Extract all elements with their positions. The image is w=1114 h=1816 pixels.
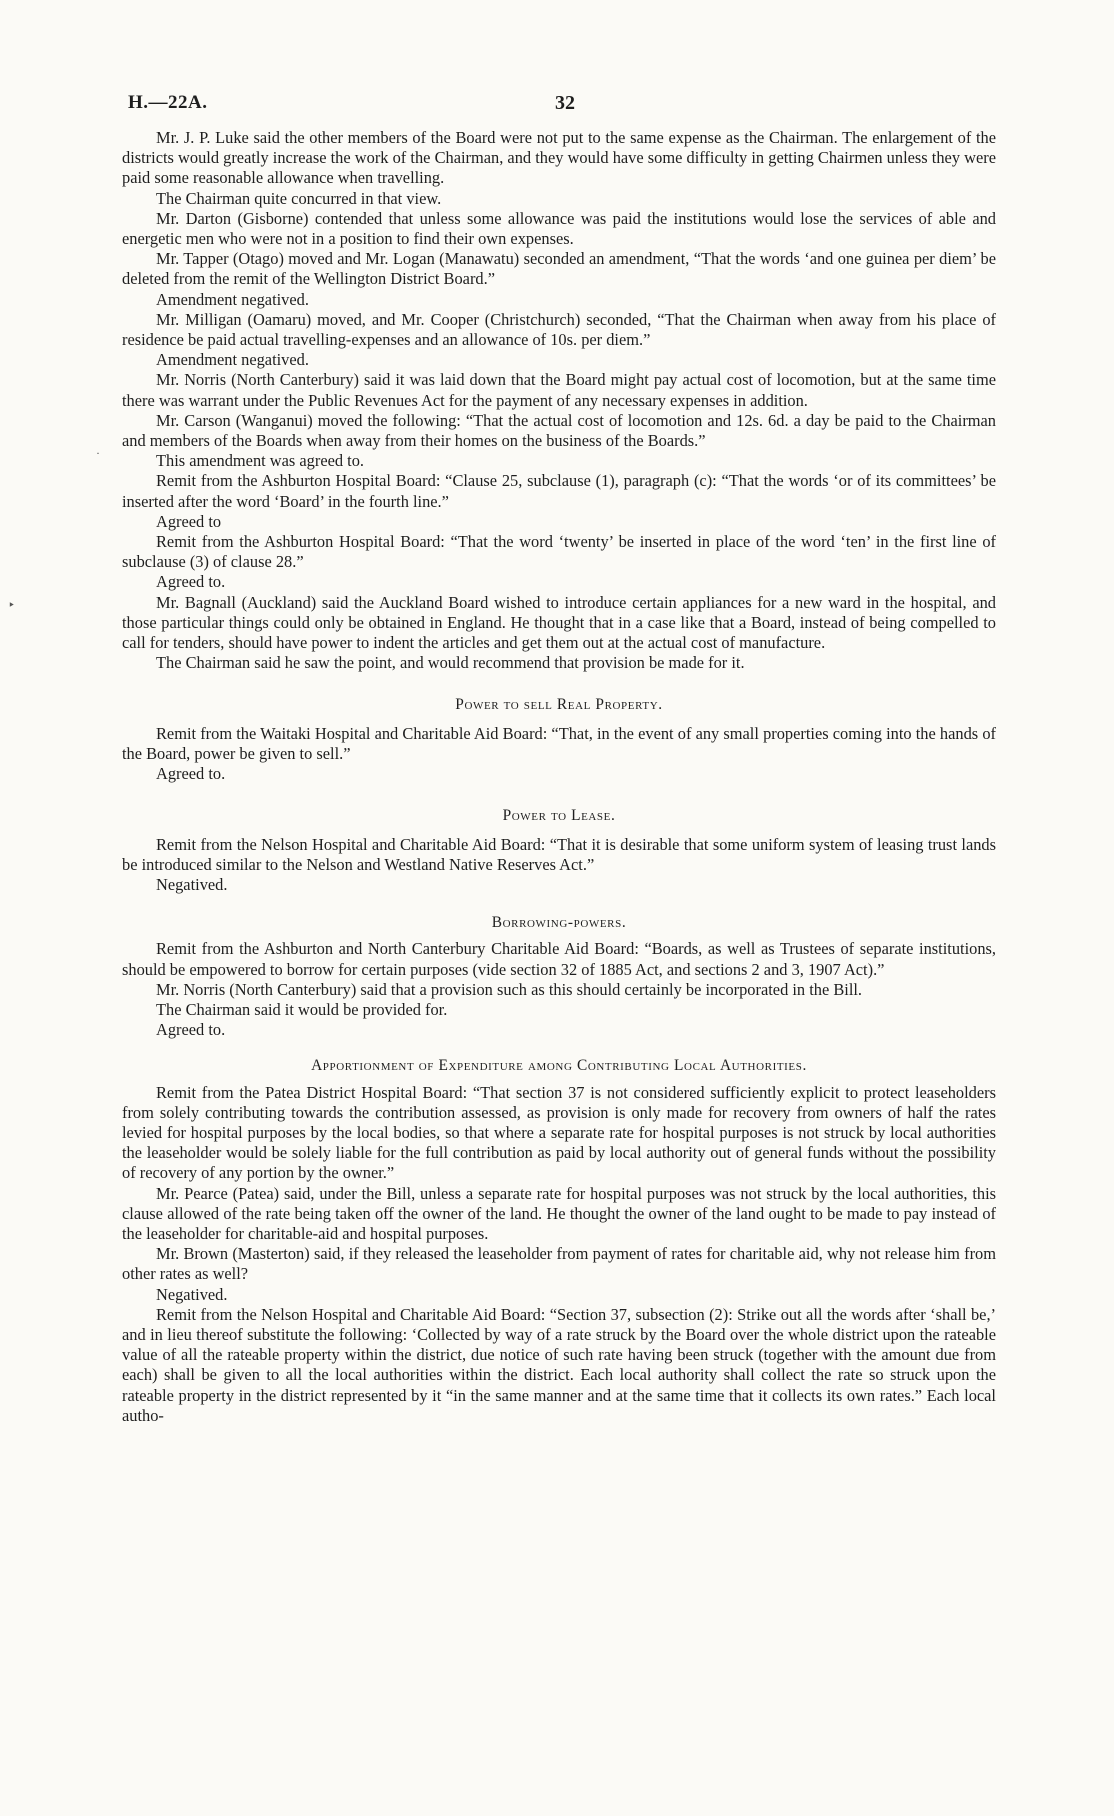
paragraph: Amendment negatived. — [156, 289, 309, 309]
paragraph: Remit from the Ashburton Hospital Board: “That the word ‘twenty’ be inserted in place of the word ‘ten’ in the first line of subclause (3) of clause 28.” — [122, 532, 996, 572]
section-heading: Power to sell Real Property. — [455, 696, 663, 714]
paragraph: Remit from the Nelson Hospital and Charitable Aid Board: “Section 37, subsection (2): Strike out all the words after ‘shall be,’ and in lieu thereof substitute the following: ‘Collected by way of a rate struck by the Board over the whole district upon the rateable value of all the rateable property within the district, due notice of such rate having been struck (together with the amount due from each) shall be given to all the local authorities within the district. Each local authority shall collect the rate so struck upon the rateable property in the district represented by it “in the same manner and at the same time that it collects its own rates.” Each local autho- — [122, 1304, 996, 1425]
paragraph: Mr. J. P. Luke said the other members of the Board were not put to the same expense as the Chairman. The enlargement of the districts would greatly increase the work of the Chairman, and they would have some difficulty in getting Chairmen unless they were paid some reasonable allowance when travelling. — [122, 128, 996, 188]
paragraph: Mr. Pearce (Patea) said, under the Bill, unless a separate rate for hospital purposes was not struck by the local authorities, this clause allowed of the rate being taken off the owner of the land. He thought the owner of the land ought to be made to pay instead of the leaseholder for charitable-aid and hospital purposes. — [122, 1183, 996, 1243]
paragraph: Mr. Norris (North Canterbury) said it was laid down that the Board might pay actual cost of locomotion, but at the same time there was warrant under the Public Revenues Act for the payment of any necessary expenses in addition. — [122, 370, 996, 410]
paragraph: Remit from the Ashburton Hospital Board: “Clause 25, subclause (1), paragraph (c): “That the words ‘or of its committees’ be inserted after the word ‘Board’ in the fourth line.” — [122, 471, 996, 511]
paragraph: Remit from the Nelson Hospital and Charitable Aid Board: “That it is desirable that some uniform system of leasing trust lands be introduced similar to the Nelson and Westland Native Reserves Act.” — [122, 834, 996, 874]
paragraph: Agreed to — [156, 511, 222, 531]
page-header — [122, 88, 996, 128]
paragraph: The Chairman quite concurred in that view. — [156, 188, 442, 208]
page-number: 32 — [555, 92, 575, 114]
paragraph: Negatived. — [156, 1284, 228, 1304]
paragraph: Mr. Brown (Masterton) said, if they released the leaseholder from payment of rates for charitable aid, why not release him from other rates as well? — [122, 1244, 996, 1284]
document-body — [122, 128, 996, 1426]
paragraph: Remit from the Waitaki Hospital and Charitable Aid Board: “That, in the event of any small properties coming into the hands of the Board, power be given to sell.” — [122, 723, 996, 763]
paragraph: Remit from the Patea District Hospital Board: “That section 37 is not considered sufficiently explicit to protect leaseholders from solely contributing towards the contribution assessed, as provision is only made for recovery from owners of half the rates levied for hospital purposes by the local bodies, so that where a separate rate for hospital purposes is not struck by local authorities the leaseholder would be solely liable for the full contribution as paid by local authority out of general funds without the possibility of recovery of any portion by the owner.” — [122, 1082, 996, 1183]
paragraph: Mr. Carson (Wanganui) moved the following: “That the actual cost of locomotion and 12s. 6d. a day be paid to the Chairman and members of the Boards when away from their homes on the business of the Boards.” — [122, 410, 996, 451]
paragraph: This amendment was agreed to. — [156, 451, 365, 471]
paragraph: Agreed to. — [156, 764, 226, 784]
paragraph: Amendment negatived. — [156, 350, 309, 370]
paragraph: Agreed to. — [156, 1020, 226, 1040]
scan-mark: · — [96, 446, 100, 460]
paragraph: Mr. Bagnall (Auckland) said the Auckland Board wished to introduce certain appliances for a new ward in the hospital, and those particular things could only be obtained in England. He thought that in a case like that a Board, instead of being compelled to call for tenders, should have power to indent the articles and get them out at the actual cost of manufacture. — [122, 592, 996, 653]
section-heading: Apportionment of Expenditure among Contributing Local Authorities. — [311, 1057, 807, 1075]
paragraph: Mr. Tapper (Otago) moved and Mr. Logan (Manawatu) seconded an amendment, “That the words ‘and one guinea per diem’ be deleted from the remit of the Wellington District Board.” — [122, 249, 996, 289]
paragraph: The Chairman said it would be provided for. — [156, 999, 448, 1019]
paragraph: Mr. Darton (Gisborne) contended that unless some allowance was paid the institutions would lose the services of able and energetic men who were not in a position to find their own expenses. — [122, 208, 996, 249]
document-reference: H.—22A. — [128, 92, 208, 113]
paragraph: Mr. Milligan (Oamaru) moved, and Mr. Cooper (Christchurch) seconded, “That the Chairman when away from his place of residence be paid actual travelling-expenses and an allowance of 10s. per diem.” — [122, 309, 996, 350]
paragraph: Mr. Norris (North Canterbury) said that a provision such as this should certainly be incorporated in the Bill. — [156, 979, 863, 999]
paragraph: Agreed to. — [156, 572, 226, 592]
paragraph: Remit from the Ashburton and North Canterbury Charitable Aid Board: “Boards, as well as Trustees of separate institutions, should be empowered to borrow for certain purposes (vide section 32 of 1885 Act, and sections 2 and 3, 1907 Act).” — [122, 939, 996, 979]
section-heading: Power to Lease. — [502, 807, 616, 825]
scan-mark: ‣ — [8, 598, 16, 612]
section-heading: Borrowing-powers. — [491, 914, 627, 932]
paragraph: Negatived. — [156, 874, 228, 894]
paragraph: The Chairman said he saw the point, and would recommend that provision be made for it. — [156, 653, 745, 673]
